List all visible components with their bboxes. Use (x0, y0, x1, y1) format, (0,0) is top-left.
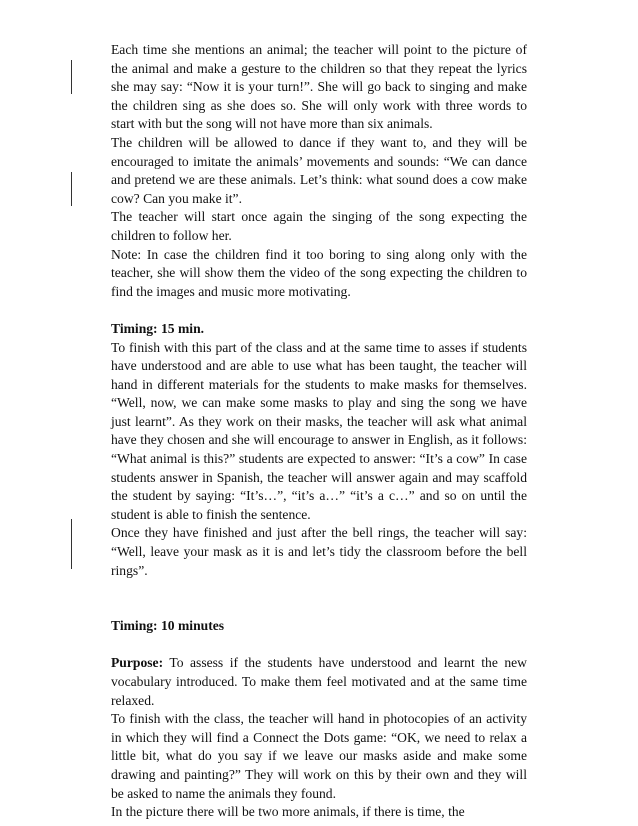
paragraph: In the picture there will be two more animals, if there is time, the (111, 804, 465, 820)
document-body (111, 41, 527, 822)
paragraph: The teacher will start once again the singing of the song expecting the children to follow her. (111, 209, 527, 243)
spacer (111, 301, 527, 320)
spacer (111, 636, 527, 655)
purpose-text: To assess if the students have understood and learnt the new vocabulary introduced. To make them feel motivated and at the same time relaxed. (111, 655, 527, 708)
paragraph: Note: In case the children find it too boring to sing along only with the teacher, she will show them the video of the song expecting the children to find the images and music more motivating. (111, 246, 527, 299)
paragraph: To finish with the class, the teacher will hand in photocopies of an activity in which they will find a Connect the Dots game: “OK, we need to relax a little bit, what do you say if we leave our masks aside and make some drawing and painting?” They will work on this by their own and they will be asked to name the animals they found. (111, 711, 527, 801)
paragraph: To finish with this part of the class and at the same time to asses if students have understood and are able to use what has been taught, the teacher will hand in different materials for the students to make masks for themselves. “Well, now, we can make some masks to play and sing the song we have just learnt”. As they work on their masks, the teacher will ask what animal have they chosen and she will encourage to answer in English, as it follows: “What animal is this?” students are expected to answer: “It’s a cow” In case students answer in Spanish, the teacher will answer again and may scaffold the student by saying: “It’s…”, “it’s a…” “it’s a c…” and so on until the student is able to finish the sentence. (111, 339, 527, 522)
paragraph: Once they have finished and just after the bell rings, the teacher will say: “Well, leave your mask as it is and let’s tidy the classroom before the bell rings”. (111, 525, 527, 578)
change-bar (71, 519, 72, 569)
timing-heading: Timing: 10 minutes (111, 618, 225, 634)
paragraph: Each time she mentions an animal; the teacher will point to the picture of the animal and make a gesture to the children so that they repeat the lyrics she may say: “Now it is your turn!”. She will go back to singing and make the children sing as she does so. She will only work with three words to start with but the song will not have more than six animals. (111, 42, 527, 132)
paragraph: The children will be allowed to dance if they want to, and they will be encouraged to imitate the animals’ movements and sounds: “We can dance and pretend we are these animals. Let’s think: what sound does a cow make cow? Can you make it”. (111, 134, 527, 206)
timing-heading: Timing: 15 min. (111, 320, 205, 336)
change-bar (71, 172, 72, 206)
purpose-paragraph (111, 654, 527, 710)
change-bar (71, 60, 72, 94)
purpose-label: Purpose: (111, 655, 164, 671)
spacer (111, 580, 527, 617)
